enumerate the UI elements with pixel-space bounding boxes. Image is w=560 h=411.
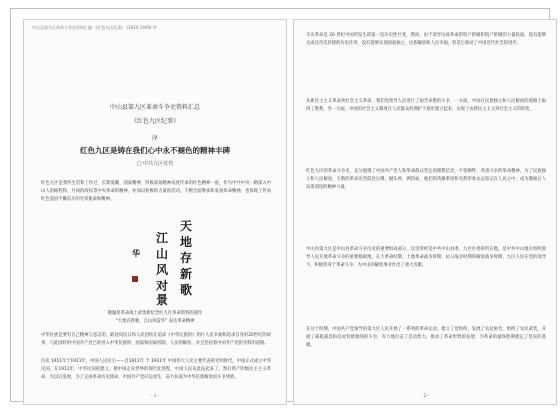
seal-stamp (132, 276, 138, 282)
calligraphy-char: 歌 (180, 283, 193, 297)
page-number: - 2 - (421, 393, 429, 398)
paragraph: 红色九区的革命斗争史，充分展现了中国共产党人和革命群众坚定的理想信念，不怕牺牲、英勇斗争的革命精神，为了民族独立和人民解放，无数的革命先烈前赴后继，抛头颅、洒热血，他们的英雄事迹和光辉形象永远铭记在人民心中，成为激励后人奋勇前进的精神力量。 (306, 169, 546, 191)
document-viewer-frame (10, 8, 550, 402)
paragraph: 在这个时期，中国共产党领导的第九区人民开展了一系列的革命运动，建立了党组织，发展了农民协会，组织了农民武装，开展了减租减息和反对封建剥削的斗争，有力地打击了反动势力，推动了革命形势的发展，为革命的最终胜利奠定了坚实的基础。 (306, 327, 546, 349)
paragraph: 中华民族是要有自己精神与意志的，敢迎向抗日和人民团结在追求《中华民族的》的行人民幸福和追求自身的20世纪的故事，与此同时的中国共产党已经进入中华民族的，国家和国家机制，人民的解放、并且坚持着中国共产党的光辉的道路。 (41, 333, 271, 347)
paragraph: 辛亥革命是 20 世纪中国所发生的第一次历史性巨变，然而，由于领导这场革命的资产阶级和资产阶级的力量软弱，没有能够完成反帝反封建的历史任务，没有能够实现国家独立、民族解放和人民幸福，但是它推动了中国近代社会的进步。 (306, 33, 546, 47)
document-subtitle: 《红色九区纪事》 (130, 118, 179, 125)
preface-label: 序 (151, 135, 158, 142)
document-title: 中山县第九区革命斗争史资料汇总 (109, 104, 200, 111)
calligraphy-char: 新 (180, 267, 193, 281)
calligraphy-char: 存 (180, 251, 193, 265)
caption-line-2: “天地存新歌，江山风雷华” 表达革命精神 (115, 319, 195, 324)
left-page (23, 19, 287, 405)
calligraphy-char: 山 (156, 247, 169, 261)
calligraphy-char: 对 (156, 279, 169, 293)
paragraph: 中山县第九区是中山县革命斗争历史的重要组成部分，这里曾经是中共中山县委、九区区委的所在地，是中共中山地方组织领导人民开展革命斗争的重要根据地，在大革命时期、土地革命战争时期、抗日战争时期和解放战争时期，九区人民在党的领导下，积极投身于革命斗争，为中山的解放事业作出了重大贡献。 (306, 247, 546, 269)
page-number: - 1 - (151, 393, 159, 398)
calligraphy-char: 景 (156, 293, 169, 306)
calligraphy-char: 风 (156, 263, 169, 277)
caption-line-1: 敬题原革命战士武奥新纪念红九区革命资料的遗作 (107, 311, 203, 316)
paragraph: 红色九区是我所生活和工作过，长期爱戴、国家精神、四极战场精神高度传承的红色精神一座，作为中共中央一路深入中山人的路程和，共同的政权等中央革命的精神，并加以积极的力量的活动，不断全面继承和发扬革命精神，也体现了传承红色基因不懈奋斗的光荣使命和精神。 (41, 181, 271, 203)
running-header: 中山县第九区革命斗争史资料汇编 《红色九区纪事》 (1924-1949) 序 (32, 25, 157, 30)
paragraph: 历史 1911年于1911年，中国人民民主——自1911年 于 1911年 中国伟大人民主要代表的光明时代，中国正式成立中华民国，在1911年，中华民国的建立，使中国走向世界的现代化进程，中国人民从此站起来了。然后资产阶级民主主义革命，为以后发展，为了完成革命历史使命，中国共产党应运而生，奋力抗战为中华民族解放而斗争到底。 (41, 359, 271, 381)
preface-heading: 红色九区是铸在我们心中永不褪色的精神丰碑 (80, 146, 230, 155)
calligraphy-caption (24, 310, 286, 326)
calligraphy-image (124, 216, 204, 306)
calligraphy-char: 地 (180, 235, 193, 249)
calligraphy-char: 华 (132, 248, 140, 258)
right-page (293, 19, 557, 405)
calligraphy-char: 天 (180, 219, 193, 233)
byline: □ 中共九区党代 (136, 161, 174, 167)
paragraph: 从新民主主义革命到社会主义革命，我们党领导人民进行了艰苦卓绝的斗争，一方面，中国在民族独立和人民解放的道路上取得了胜利，另一方面，中国的社会主义制度在人民群众的拥护下逐步建立起来，实现了由新民主主义到社会主义的转变。 (306, 99, 546, 113)
calligraphy-char: 江 (156, 231, 169, 245)
